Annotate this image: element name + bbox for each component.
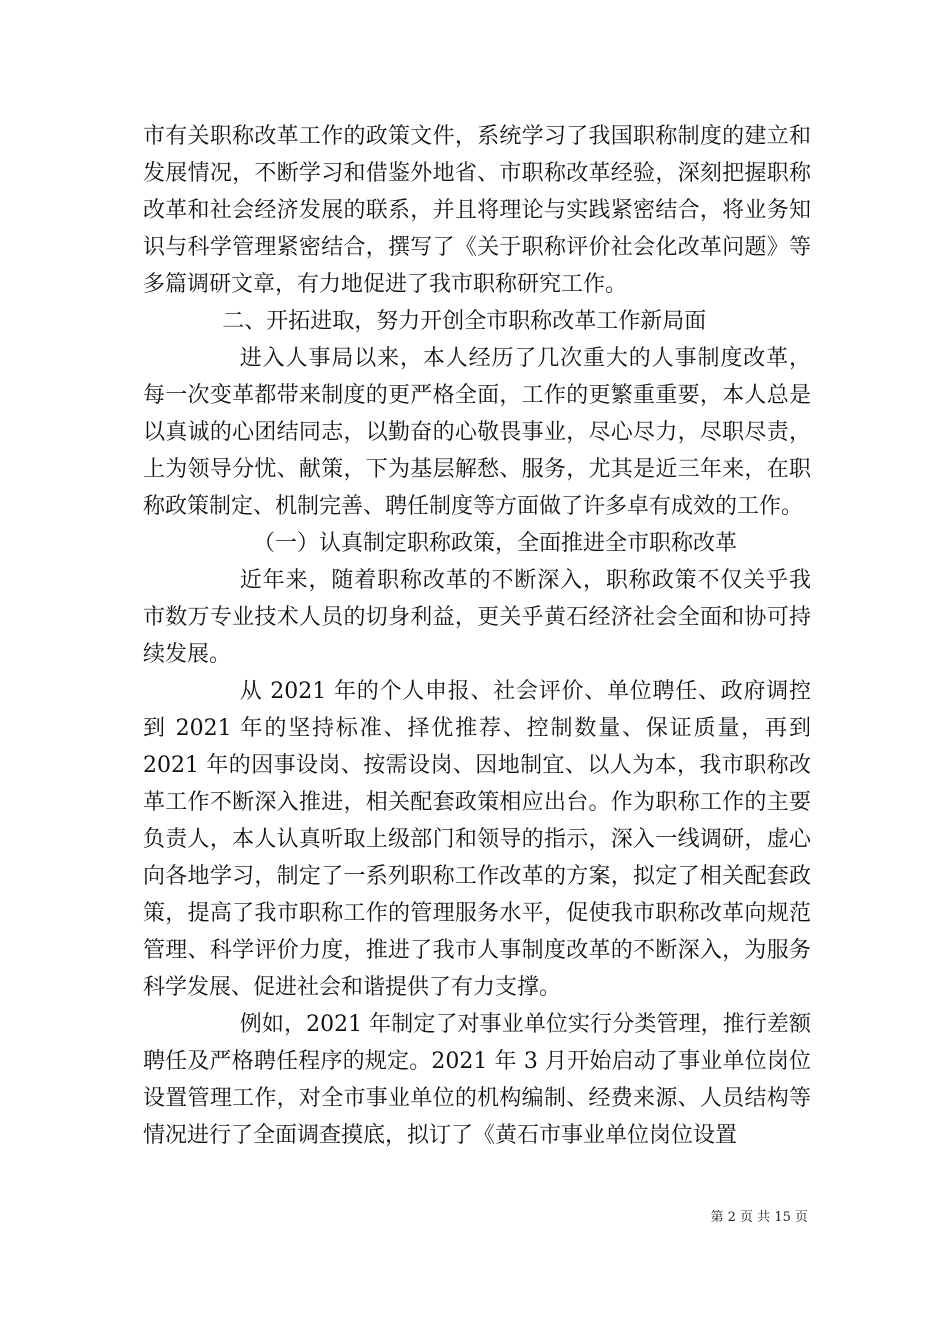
document-body xyxy=(143,118,811,1154)
paragraph: 从 2021 年的个人申报、社会评价、单位聘任、政府调控到 2021 年的坚持标准、择优推荐、控制数量、保证质量，再到 2021 年的因事设岗、按需设岗、因地制宜、以人为本，我市职称改革工作不断深入推进，相关配套政策相应出台。作为职称工作的主要负责人，本人认真听取上级部门和领导的指示，深入一线调研，虚心向各地学习，制定了一系列职称工作改革的方案，拟定了相关配套政策，提高了我市职称工作的管理服务水平，促使我市职称改革向规范管理、科学评价力度，推进了我市人事制度改革的不断深入，为服务科学发展、促进社会和谐提供了有力支撑。 xyxy=(143,679,811,1000)
page-number-footer: 第 2 页 共 15 页 xyxy=(710,1210,808,1225)
section-heading: 二、开拓进取，努力开创全市职称改革工作新局面 xyxy=(222,309,707,334)
paragraph: 进入人事局以来，本人经历了几次重大的人事制度改革，每一次变革都带来制度的更严格全面，工作的更繁重重要，本人总是以真诚的心团结同志，以勤奋的心敬畏事业，尽心尽力，尽职尽责，上为领导分忧、献策，下为基层解愁、服务，尤其是近三年来，在职称政策制定、机制完善、聘任制度等方面做了许多卓有成效的工作。 xyxy=(143,346,811,519)
paragraph: 例如，2021 年制定了对事业单位实行分类管理，推行差额聘任及严格聘任程序的规定。2021 年 3 月开始启动了事业单位岗位设置管理工作，对全市事业单位的机构编制、经费来源、人员结构等情况进行了全面调查摸底，拟订了《黄石市事业单位岗位设置 xyxy=(143,1012,811,1148)
paragraph-continuation: 市有关职称改革工作的政策文件，系统学习了我国职称制度的建立和发展情况，不断学习和借鉴外地省、市职称改革经验，深刻把握职称改革和社会经济发展的联系，并且将理论与实践紧密结合，将业务知识与科学管理紧密结合，撰写了《关于职称评价社会化改革问题》等多篇调研文章，有力地促进了我市职称研究工作。 xyxy=(143,124,811,297)
paragraph: 近年来，随着职称改革的不断深入，职称政策不仅关乎我市数万专业技术人员的切身利益，更关乎黄石经济社会全面和协可持续发展。 xyxy=(143,568,811,667)
sub-heading: （一）认真制定职称政策，全面推进全市职称改革 xyxy=(253,531,738,556)
